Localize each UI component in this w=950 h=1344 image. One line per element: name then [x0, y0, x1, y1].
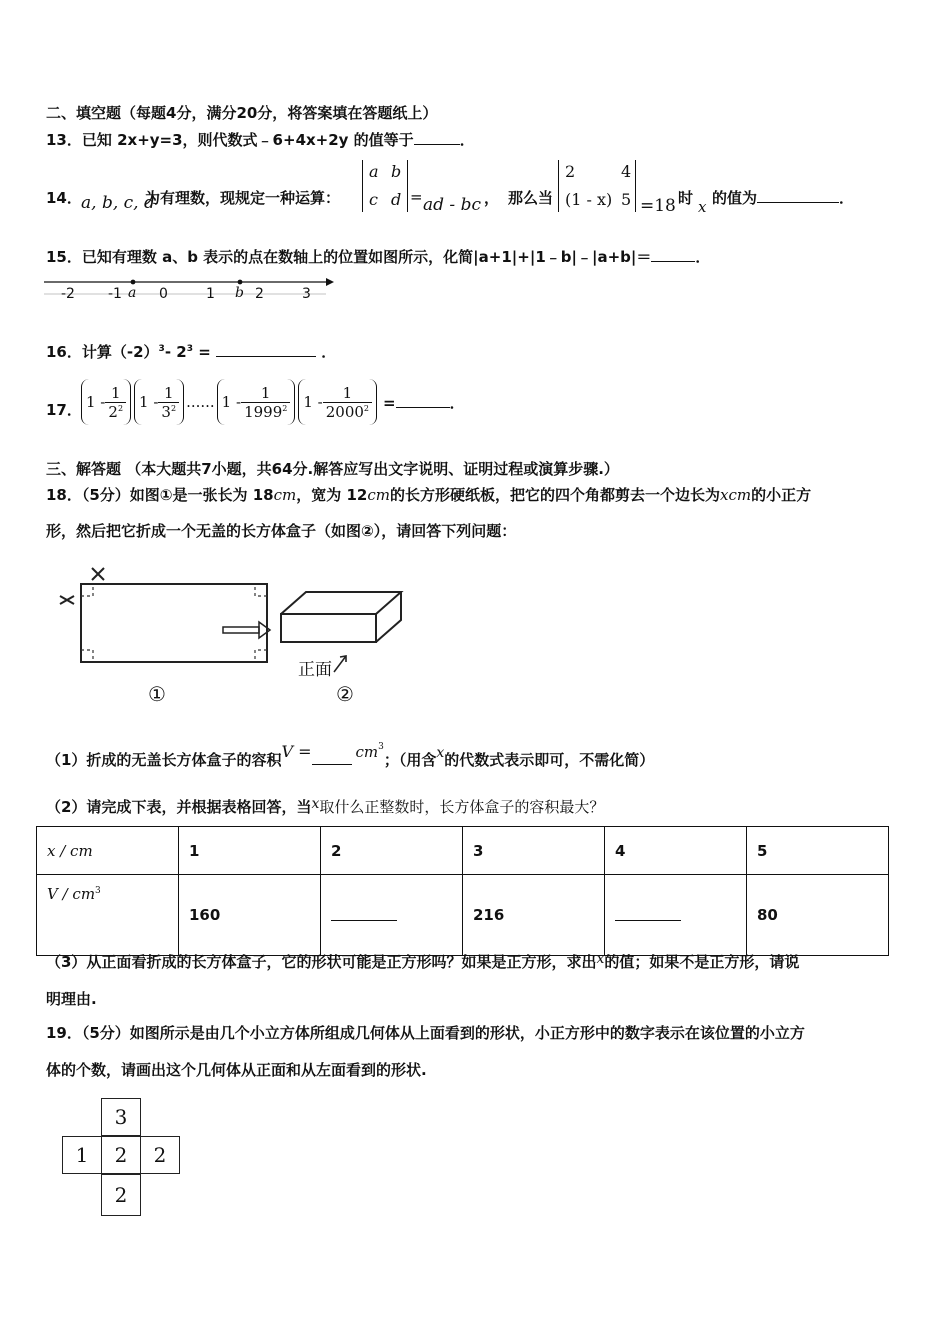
- table-v-2[interactable]: [321, 875, 463, 956]
- q17-factor-4: [298, 379, 377, 425]
- q17-frac-3-sq: 2: [282, 403, 288, 413]
- arrow-right-icon: [223, 622, 270, 638]
- table-header-v-text: V / cm: [47, 885, 96, 903]
- table-header-v-sup: 3: [95, 886, 101, 896]
- q18-part2: [46, 796, 604, 817]
- q17-frac-3-den: 1999: [244, 402, 283, 421]
- axis-label-neg1: -1: [108, 286, 122, 302]
- q17-frac-1-den: 2: [108, 402, 118, 421]
- q17-frac-4-den: 2000: [325, 402, 364, 421]
- q17-dots: ......: [186, 393, 215, 411]
- q18-p1-c: 的代数式表示即可，不需化简）: [444, 751, 655, 769]
- table-header-x: x / cm: [37, 827, 179, 875]
- q17-frac-3-num: 1: [241, 384, 290, 403]
- axis-label-neg2: -2: [61, 286, 75, 302]
- det2-4: 4: [621, 162, 632, 181]
- q13-number: 13．: [46, 131, 82, 149]
- q17-end: ．: [449, 393, 465, 412]
- q18-p3-b: 的值；如果不是正方形，请说: [604, 953, 800, 971]
- q17-frac-1: [105, 384, 126, 421]
- q17-answer-blank[interactable]: [396, 393, 450, 408]
- q17-one-2: 1 -: [139, 393, 159, 411]
- table-v-1: 160: [179, 875, 321, 956]
- axis-label-b: b: [235, 285, 244, 301]
- q18-line1-b: ，宽为 12: [296, 486, 368, 504]
- q17-eq: =: [383, 393, 396, 412]
- q14-text1: 为有理数，现规定一种运算：: [145, 189, 341, 207]
- q19-line2: 体的个数，请画出这个几何体从正面和从左面看到的形状.: [46, 1061, 427, 1079]
- table-x-5: 5: [747, 827, 889, 875]
- table-header-v: [37, 875, 179, 956]
- q18-p2-a: （2）请完成下表，并根据表格回答，当: [46, 798, 312, 816]
- axis-label-3: 3: [302, 286, 311, 302]
- q17-number: 17．: [46, 401, 82, 419]
- q18-part3: [46, 951, 799, 972]
- q14-eq18: =18: [640, 196, 676, 216]
- q14-determinant-1: [362, 160, 408, 212]
- fig1-label: ①: [148, 682, 166, 706]
- q13-answer-blank[interactable]: [414, 130, 460, 145]
- table-v-4-blank[interactable]: [615, 906, 681, 921]
- q14-end: ．: [839, 189, 855, 207]
- q14-text3-label: 的值为: [712, 189, 758, 207]
- det1-c: c: [369, 190, 378, 209]
- q18-V: V =: [281, 742, 312, 761]
- q16-answer-blank[interactable]: [216, 342, 316, 357]
- grid-cell-top: 3: [101, 1098, 141, 1136]
- question-16: [46, 341, 336, 362]
- section2-heading: 二、填空题（每题4分，满分20分，将答案填在答题纸上）: [46, 104, 438, 122]
- cardboard-rect: [81, 584, 267, 662]
- box-3d: [281, 592, 401, 642]
- q16-text: 计算（-2）: [81, 343, 159, 361]
- q14-eq: =: [410, 188, 423, 206]
- q17-frac-4-num: 1: [323, 384, 372, 403]
- q14-shi: 时: [678, 189, 694, 207]
- q16-sup: 3: [158, 344, 165, 354]
- point-b: [238, 280, 243, 285]
- axis-label-0: 0: [159, 286, 168, 302]
- q17-answer-line: [383, 392, 465, 413]
- front-label: 正面: [298, 660, 332, 680]
- question-15: [46, 246, 710, 267]
- q17-one-3: 1 -: [221, 393, 242, 411]
- table-x-1: 1: [179, 827, 321, 875]
- q18-table: [36, 826, 889, 956]
- q17-frac-4-sq: 2: [363, 403, 370, 413]
- cut-top-left: [81, 584, 93, 596]
- det1-d: d: [391, 190, 402, 209]
- q15-end: ．: [695, 248, 711, 266]
- grid-cell-right: 2: [140, 1136, 180, 1174]
- q13-end: ．: [459, 131, 475, 149]
- det2-2: 2: [565, 162, 576, 181]
- axis-label-a: a: [128, 285, 137, 301]
- q17-frac-3: [241, 384, 290, 421]
- det1-b: b: [391, 162, 402, 181]
- q18-line1: [46, 484, 811, 505]
- q16-number: 16．: [46, 343, 82, 361]
- q17-expression: [81, 376, 465, 428]
- table-v-3: 216: [463, 875, 605, 956]
- q18-p1-b: ；（用含: [383, 751, 437, 769]
- cut-bottom-right: [255, 650, 267, 662]
- grid-cell-bottom: 2: [101, 1174, 141, 1216]
- q17-frac-2-num: 1: [158, 384, 179, 403]
- q14-number: 14．: [46, 189, 82, 207]
- q19-line1: 19．（5分）如图所示是由几个小立方体所组成几何体从上面看到的形状，小正方形中的数字表示在该位置的小立方: [46, 1024, 805, 1042]
- q14-rhs: ad - bc: [423, 195, 481, 215]
- q17-frac-2: [158, 384, 179, 421]
- q18-p2-x: x: [311, 796, 320, 812]
- axis-label-1: 1: [206, 286, 215, 302]
- q18-cm-1: cm: [273, 486, 297, 504]
- q18-cm3: cm: [355, 743, 379, 761]
- q17-one-1: 1 -: [86, 393, 106, 411]
- q14-text2: 那么当: [508, 189, 554, 207]
- table-x-4: 4: [605, 827, 747, 875]
- det2-5: 5: [621, 190, 632, 209]
- q18-part1: [46, 742, 655, 770]
- q17-frac-2-sq: 2: [170, 403, 177, 413]
- table-x-3: 3: [463, 827, 605, 875]
- table-row-x: [37, 827, 889, 875]
- q14-text3: [712, 187, 854, 208]
- q16-end: ．: [321, 343, 337, 361]
- q18-cm-2: cm: [367, 486, 390, 504]
- q15-text: 已知有理数 a、b 表示的点在数轴上的位置如图所示，化简|a+1|+|1﹣b|﹣|a+b|＝: [81, 248, 652, 266]
- x-mark-top-icon: [92, 568, 104, 580]
- table-v-2-blank[interactable]: [331, 906, 397, 921]
- grid-cell-center: 2: [101, 1136, 141, 1174]
- q18-p2-b: 取什么正整数时，长方体盒子的容积最大？: [319, 798, 605, 816]
- q14-comma: ，: [484, 189, 500, 207]
- table-v-5: 80: [747, 875, 889, 956]
- q17-factor-1: [81, 379, 131, 425]
- fig2-label: ②: [336, 682, 354, 706]
- q18-line1-a: 18．（5分）如图①是一张长为 18: [46, 486, 274, 504]
- det2-1-minus-x: (1 - x): [565, 190, 613, 209]
- q18-cm3-sup: 3: [378, 742, 384, 752]
- x-mark-left-icon: [60, 596, 74, 604]
- q18-p1-x: x: [436, 745, 445, 761]
- q14-determinant-2: [558, 160, 636, 212]
- q14-vars: a, b, c, d: [81, 193, 155, 213]
- corner-cuts: [81, 584, 267, 662]
- q18-figures: [56, 562, 416, 682]
- table-row-v: [37, 875, 889, 956]
- q17-frac-4: [323, 384, 372, 421]
- q18-p1-a: （1）折成的无盖长方体盒子的容积: [46, 751, 282, 769]
- number-line: [44, 276, 334, 308]
- q17-frac-2-den: 3: [161, 402, 171, 421]
- point-a: [131, 280, 136, 285]
- q18-line2: 形，然后把它折成一个无盖的长方体盒子（如图②），请回答下列问题：: [46, 522, 517, 540]
- det1-a: a: [369, 162, 379, 181]
- q15-number: 15．: [46, 248, 82, 266]
- q17-frac-1-sq: 2: [117, 403, 124, 413]
- table-v-4[interactable]: [605, 875, 747, 956]
- q18-volume-blank[interactable]: [312, 750, 352, 765]
- number-line-arrow-icon: [326, 278, 334, 286]
- q14-answer-blank[interactable]: [757, 188, 839, 203]
- q17-one-4: 1 -: [303, 393, 323, 411]
- section3-heading: 三、解答题 （本大题共7小题，共64分.解答应写出文字说明、证明过程或演算步骤.）: [46, 460, 619, 478]
- grid-cell-left: 1: [62, 1136, 102, 1174]
- q15-answer-blank[interactable]: [651, 247, 695, 262]
- q18-p3-x: x: [596, 951, 605, 967]
- cut-top-right: [255, 584, 267, 596]
- q17-frac-1-num: 1: [105, 384, 126, 403]
- q18-line1-c: 的长方形硬纸板，把它的四个角都剪去一个边长为: [389, 486, 720, 504]
- q17-factor-3: [217, 379, 296, 425]
- q17-factor-2: [134, 379, 184, 425]
- q16-text3: =: [192, 343, 211, 361]
- cut-bottom-left: [81, 650, 93, 662]
- q18-p3-c: 明理由.: [46, 990, 97, 1008]
- q13-text: 已知 2x+y=3，则代数式﹣6+4x+2y 的值等于: [81, 131, 414, 149]
- q16-sup2: 3: [186, 344, 193, 354]
- q18-line1-d: 的小正方: [751, 486, 812, 504]
- axis-label-2: 2: [255, 286, 264, 302]
- q18-p3-a: （3）从正面看折成的长方体盒子，它的形状可能是正方形吗？如果是正方形，求出: [46, 953, 597, 971]
- q18-xcm: xcm: [719, 486, 752, 504]
- question-13: [46, 129, 475, 150]
- table-x-2: 2: [321, 827, 463, 875]
- front-arrow-icon: [334, 656, 346, 672]
- q16-text2: - 2: [164, 343, 187, 361]
- q14-x: x: [698, 198, 707, 216]
